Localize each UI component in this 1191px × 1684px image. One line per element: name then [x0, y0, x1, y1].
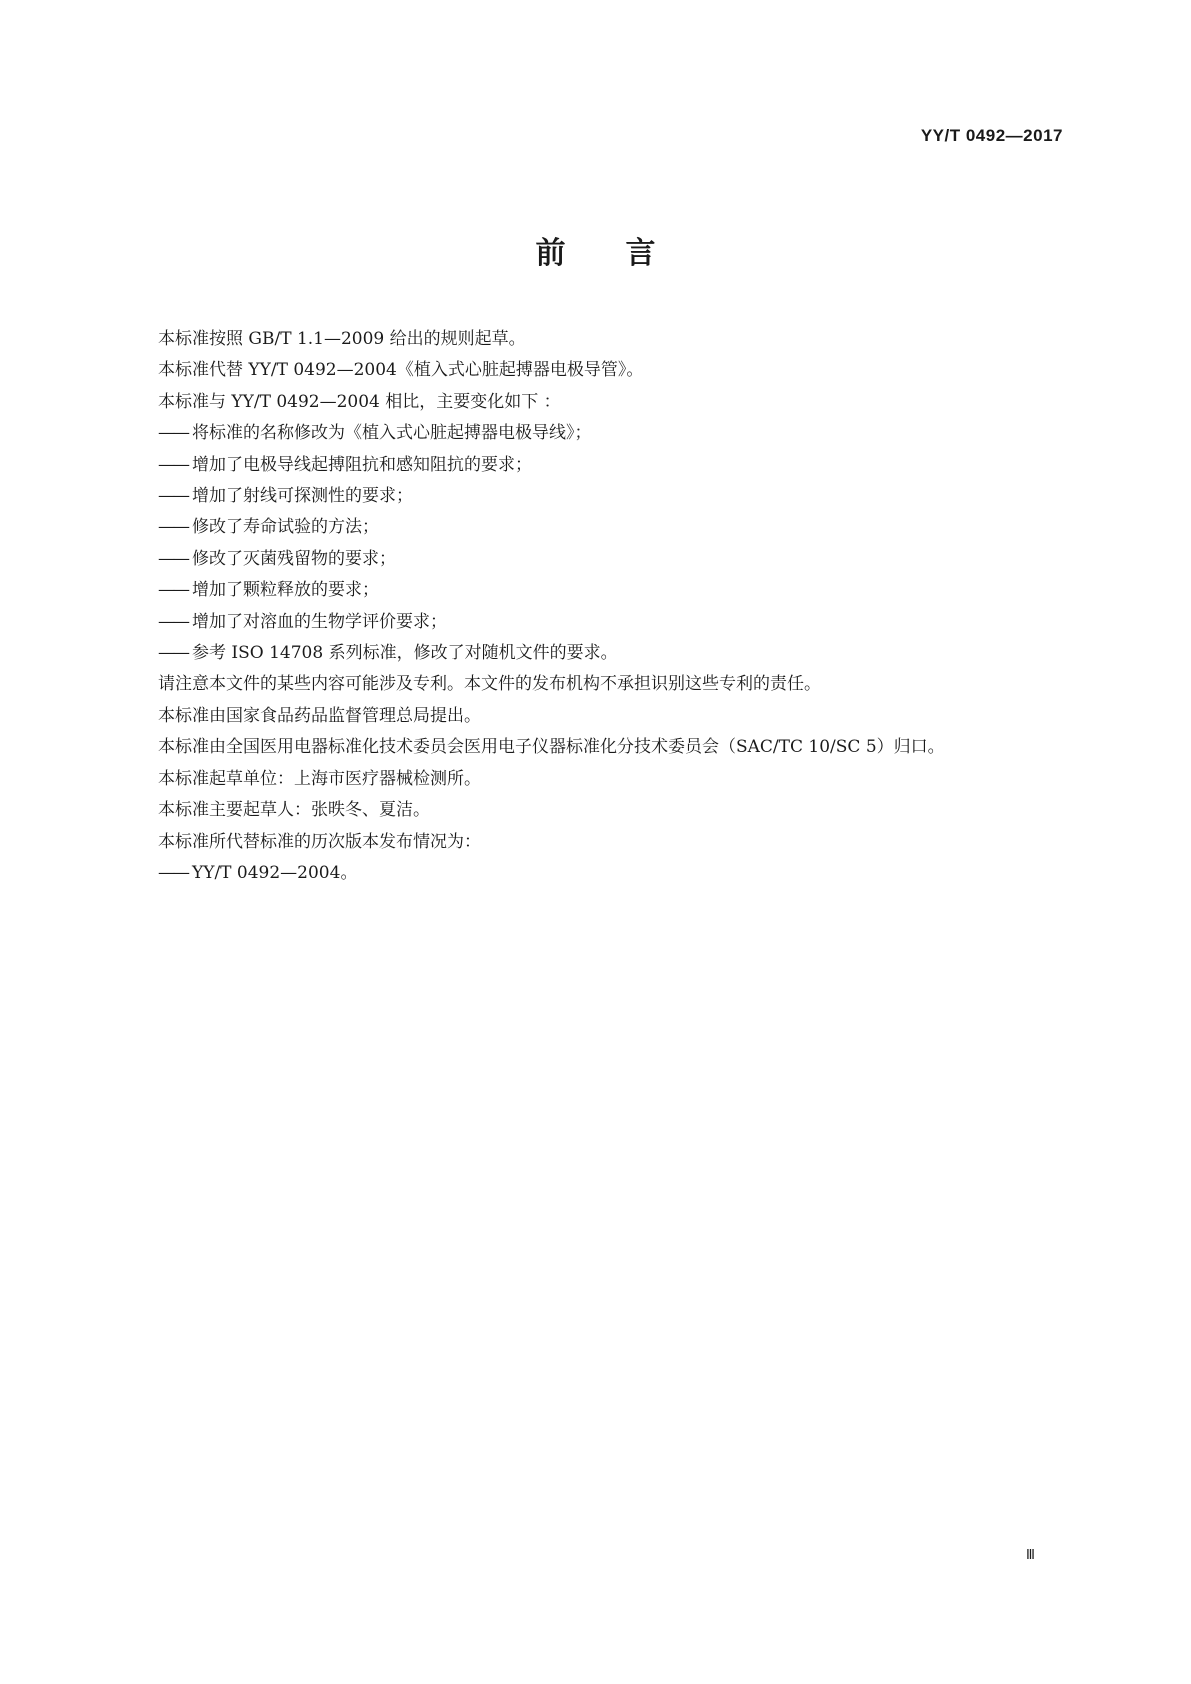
list-item: [124, 638, 1062, 669]
list-item-text: 将标准的名称修改为《植入式心脏起搏器电极导线》；: [192, 423, 592, 444]
list-item-text: 增加了电极导线起搏阻抗和感知阻抗的要求；: [192, 454, 532, 475]
paragraph-committee: 本标准由全国医用电器标准化技术委员会医用电子仪器标准化分技术委员会（SAC/TC 10/SC 5）归口。: [158, 737, 945, 758]
list-item: [124, 450, 1062, 481]
list-item: [124, 544, 1062, 575]
paragraph-proposer: 本标准由国家食品药品监督管理总局提出。: [158, 705, 481, 726]
list-item-text: 修改了寿命试验的方法；: [192, 517, 379, 538]
list-item-text: 增加了射线可探测性的要求；: [192, 486, 413, 507]
list-item-text: 修改了灭菌残留物的要求；: [192, 548, 396, 569]
foreword-body: [124, 324, 1062, 889]
list-item: [124, 418, 1062, 449]
paragraph-history-intro: 本标准所代替标准的历次版本发布情况为：: [158, 831, 481, 852]
paragraph-drafting-rules: 本标准按照 GB/T 1.1—2009 给出的规则起草。: [158, 329, 526, 349]
dash-marker: ——: [158, 423, 188, 444]
list-item: [124, 481, 1062, 512]
paragraph-patent-notice: 请注意本文件的某些内容可能涉及专利。本文件的发布机构不承担识别这些专利的责任。: [158, 674, 821, 695]
dash-marker: ——: [158, 517, 188, 538]
list-item: [124, 575, 1062, 606]
paragraph-drafting-unit: 本标准起草单位：上海市医疗器械检测所。: [158, 768, 481, 789]
standard-code: YY/T 0492—2017: [920, 126, 1063, 145]
dash-marker: ——: [158, 548, 188, 569]
dash-marker: ——: [158, 611, 188, 632]
dash-marker: ——: [158, 643, 188, 664]
paragraph-replaces: 本标准代替 YY/T 0492—2004《植入式心脏起搏器电极导管》。: [158, 360, 644, 381]
list-item-text: 增加了对溶血的生物学评价要求；: [192, 611, 447, 632]
dash-marker: ——: [158, 862, 188, 883]
list-item: [124, 512, 1062, 543]
dash-marker: ——: [158, 486, 188, 507]
page-number: Ⅲ: [1026, 1548, 1035, 1563]
list-item: [124, 607, 1062, 638]
list-item-text: 增加了颗粒释放的要求；: [192, 580, 379, 601]
list-item-text: YY/T 0492—2004。: [192, 862, 358, 883]
list-item: [124, 858, 1062, 889]
paragraph-drafters: 本标准主要起草人：张昳冬、夏洁。: [158, 800, 430, 821]
paragraph-changes-intro: 本标准与 YY/T 0492—2004 相比，主要变化如下 ：: [158, 391, 561, 412]
list-item-text: 参考 ISO 14708 系列标准，修改了对随机文件的要求。: [192, 643, 618, 664]
dash-marker: ——: [158, 580, 188, 601]
dash-marker: ——: [158, 454, 188, 475]
page-title: 前言: [535, 236, 716, 271]
